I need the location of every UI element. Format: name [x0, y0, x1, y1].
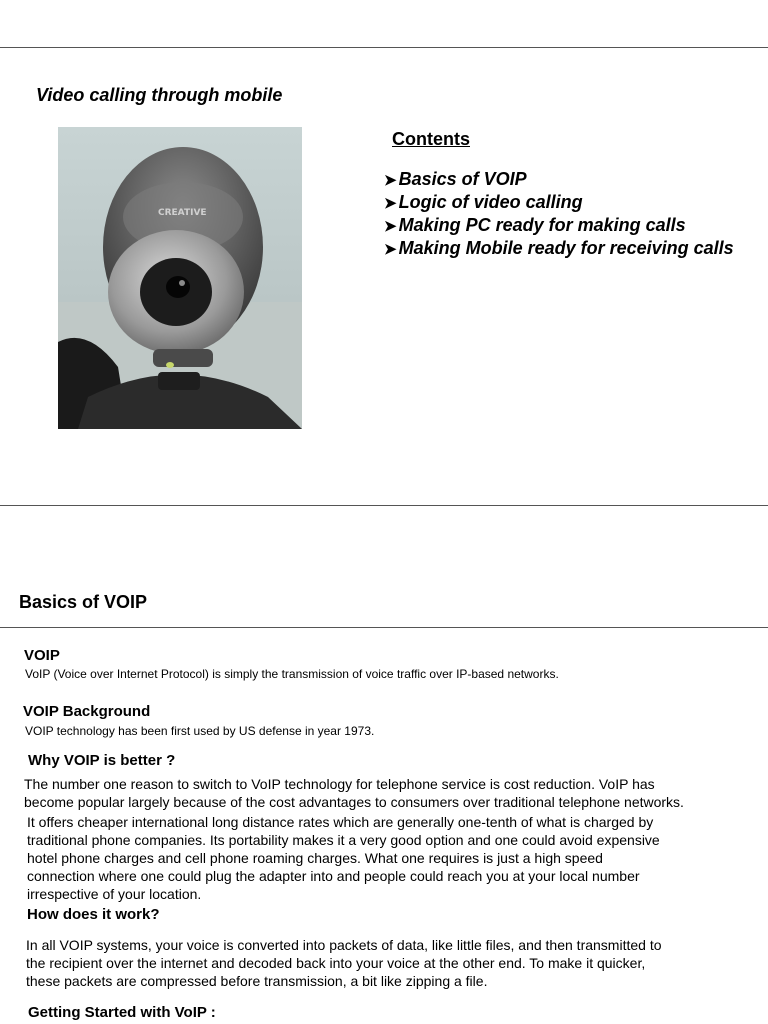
section-divider [0, 627, 768, 628]
why-paragraph: The number one reason to switch to VoIP technology for telephone service is cost reduction. VoIP has become popular largely because of the cost advantages to consumers over traditional telephone networks. [24, 776, 684, 810]
contents-heading: Contents [392, 129, 470, 149]
arrow-bullet-icon: ➤ [384, 218, 397, 235]
offers-paragraph: It offers cheaper international long distance rates which are generally one-tenth of what is charged by traditional phone companies. Its portability makes it a very good option and one could avoid expensive hotel phone charges and cell phone roaming charges. What one requires is just a high speed connection where one could plug the adapter into and people could reach you at your local number irrespective of your location. [27, 814, 660, 902]
voip-definition: VoIP (Voice over Internet Protocol) is simply the transmission of voice traffic over IP-based networks. [25, 667, 559, 681]
webcam-photo [58, 127, 302, 429]
background-heading: VOIP Background [23, 703, 151, 720]
arrow-bullet-icon: ➤ [384, 241, 397, 258]
why-heading: Why VOIP is better ? [28, 752, 176, 769]
how-heading: How does it work? [27, 906, 160, 923]
contents-item: ➤ Making PC ready for making calls [384, 215, 686, 235]
how-paragraph: In all VOIP systems, your voice is converted into packets of data, like little files, and then transmitted to the recipient over the internet and decoded back into your voice at the other end. To make it quicker, these packets are compressed before transmission, a bit like zipping a file. [26, 937, 662, 989]
contents-list [384, 168, 734, 260]
voip-heading: VOIP [24, 647, 60, 664]
slide-title: Video calling through mobile [36, 85, 283, 105]
slide-bottom-divider [0, 505, 768, 506]
getting-started-heading: Getting Started with VoIP : [28, 1004, 216, 1021]
contents-item: ➤ Logic of video calling [384, 192, 583, 212]
photo-brand-label: CREATIVE [158, 208, 207, 218]
contents-item: ➤ Basics of VOIP [384, 169, 527, 189]
arrow-bullet-icon: ➤ [384, 195, 397, 212]
section-title: Basics of VOIP [19, 592, 148, 612]
contents-item: ➤ Making Mobile ready for receiving calls [384, 238, 734, 258]
arrow-bullet-icon: ➤ [384, 172, 397, 189]
slide-top-divider [0, 47, 768, 48]
background-text: VOIP technology has been first used by US defense in year 1973. [25, 724, 375, 738]
